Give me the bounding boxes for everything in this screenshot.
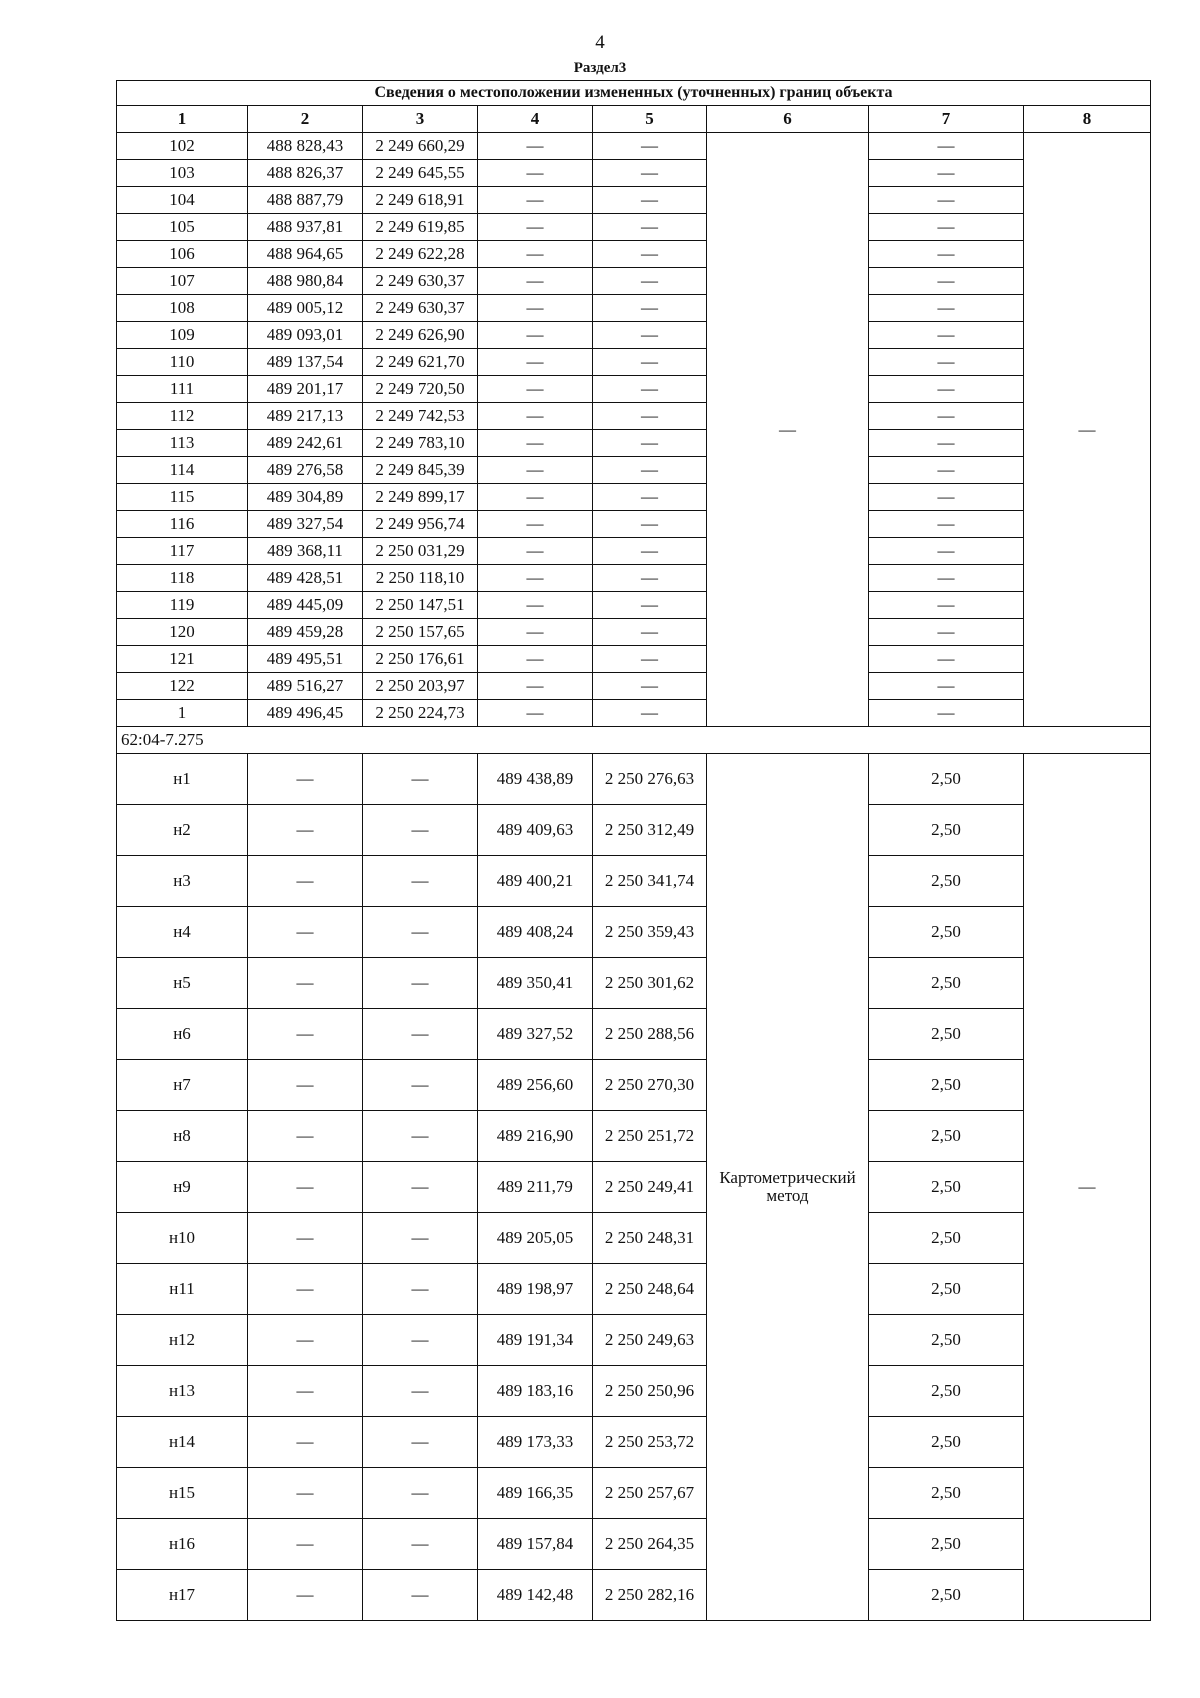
table-row (117, 484, 1151, 511)
new-x-cell: — (478, 322, 593, 349)
new-x-cell: 489 216,90 (478, 1111, 593, 1162)
point-name-cell: н1 (117, 754, 248, 805)
point-name-cell: 109 (117, 322, 248, 349)
old-x-cell: 489 496,45 (248, 700, 363, 727)
accuracy-cell: 2,50 (869, 1111, 1024, 1162)
table-row (117, 268, 1151, 295)
accuracy-cell: — (869, 457, 1024, 484)
table-row (117, 1264, 1151, 1315)
parcel-label: 62:04-7.275 (117, 727, 1151, 754)
column-number: 4 (478, 106, 593, 133)
new-x-cell: — (478, 619, 593, 646)
point-name-cell: 120 (117, 619, 248, 646)
old-y-cell: 2 249 626,90 (363, 322, 478, 349)
new-y-cell: — (593, 511, 707, 538)
accuracy-cell: 2,50 (869, 1468, 1024, 1519)
description-cell: — (1024, 133, 1151, 727)
new-y-cell: — (593, 565, 707, 592)
table-row (117, 457, 1151, 484)
table-row (117, 322, 1151, 349)
point-name-cell: 113 (117, 430, 248, 457)
table-row (117, 349, 1151, 376)
old-y-cell: 2 249 645,55 (363, 160, 478, 187)
point-name-cell: 119 (117, 592, 248, 619)
old-y-cell: — (363, 805, 478, 856)
accuracy-cell: 2,50 (869, 1060, 1024, 1111)
table-row (117, 214, 1151, 241)
point-name-cell: 110 (117, 349, 248, 376)
old-x-cell: 489 137,54 (248, 349, 363, 376)
point-name-cell: н10 (117, 1213, 248, 1264)
description-cell: — (1024, 754, 1151, 1621)
old-y-cell: — (363, 1570, 478, 1621)
new-x-cell: — (478, 592, 593, 619)
new-y-cell: 2 250 248,64 (593, 1264, 707, 1315)
old-x-cell: 489 217,13 (248, 403, 363, 430)
old-y-cell: — (363, 1009, 478, 1060)
new-x-cell: — (478, 376, 593, 403)
old-y-cell: 2 249 845,39 (363, 457, 478, 484)
new-x-cell: 489 157,84 (478, 1519, 593, 1570)
table-row (117, 958, 1151, 1009)
accuracy-cell: 2,50 (869, 1009, 1024, 1060)
accuracy-cell: — (869, 403, 1024, 430)
point-name-cell: н17 (117, 1570, 248, 1621)
accuracy-cell: — (869, 592, 1024, 619)
old-x-cell: 488 826,37 (248, 160, 363, 187)
point-name-cell: 112 (117, 403, 248, 430)
point-name-cell: н4 (117, 907, 248, 958)
old-x-cell: — (248, 754, 363, 805)
accuracy-cell: 2,50 (869, 1162, 1024, 1213)
new-y-cell: 2 250 359,43 (593, 907, 707, 958)
table-row (117, 1570, 1151, 1621)
new-x-cell: 489 183,16 (478, 1366, 593, 1417)
old-x-cell: — (248, 1468, 363, 1519)
new-x-cell: 489 166,35 (478, 1468, 593, 1519)
old-y-cell: 2 249 630,37 (363, 295, 478, 322)
old-x-cell: 488 980,84 (248, 268, 363, 295)
new-y-cell: 2 250 288,56 (593, 1009, 707, 1060)
accuracy-cell: — (869, 241, 1024, 268)
accuracy-cell: — (869, 187, 1024, 214)
old-y-cell: — (363, 1264, 478, 1315)
new-x-cell: — (478, 268, 593, 295)
new-x-cell: — (478, 187, 593, 214)
new-x-cell: 489 211,79 (478, 1162, 593, 1213)
new-y-cell: 2 250 251,72 (593, 1111, 707, 1162)
new-y-cell: — (593, 133, 707, 160)
table-row (117, 673, 1151, 700)
accuracy-cell: 2,50 (869, 1264, 1024, 1315)
new-x-cell: — (478, 646, 593, 673)
new-x-cell: 489 327,52 (478, 1009, 593, 1060)
old-x-cell: — (248, 1570, 363, 1621)
table-row (117, 592, 1151, 619)
old-y-cell: — (363, 1417, 478, 1468)
table-row (117, 241, 1151, 268)
point-name-cell: н3 (117, 856, 248, 907)
old-x-cell: 489 276,58 (248, 457, 363, 484)
accuracy-cell: — (869, 430, 1024, 457)
old-y-cell: 2 249 618,91 (363, 187, 478, 214)
old-x-cell: — (248, 1315, 363, 1366)
old-x-cell: — (248, 1162, 363, 1213)
accuracy-cell: — (869, 619, 1024, 646)
new-y-cell: — (593, 322, 707, 349)
point-name-cell: 111 (117, 376, 248, 403)
old-x-cell: — (248, 1519, 363, 1570)
table-row (117, 700, 1151, 727)
new-x-cell: — (478, 160, 593, 187)
new-y-cell: — (593, 241, 707, 268)
point-name-cell: н2 (117, 805, 248, 856)
accuracy-cell: — (869, 160, 1024, 187)
table-row (117, 1315, 1151, 1366)
old-x-cell: 489 304,89 (248, 484, 363, 511)
old-x-cell: 489 093,01 (248, 322, 363, 349)
point-name-cell: н11 (117, 1264, 248, 1315)
new-y-cell: 2 250 257,67 (593, 1468, 707, 1519)
new-y-cell: — (593, 295, 707, 322)
accuracy-cell: — (869, 538, 1024, 565)
old-y-cell: 2 249 619,85 (363, 214, 478, 241)
old-y-cell: 2 249 660,29 (363, 133, 478, 160)
new-y-cell: 2 250 249,41 (593, 1162, 707, 1213)
table-row (117, 805, 1151, 856)
new-x-cell: — (478, 700, 593, 727)
point-name-cell: н12 (117, 1315, 248, 1366)
accuracy-cell: — (869, 214, 1024, 241)
table-row (117, 538, 1151, 565)
old-x-cell: — (248, 805, 363, 856)
accuracy-cell: — (869, 700, 1024, 727)
table-row (117, 403, 1151, 430)
new-x-cell: 489 142,48 (478, 1570, 593, 1621)
point-name-cell: 104 (117, 187, 248, 214)
new-y-cell: — (593, 457, 707, 484)
method-cell: — (707, 133, 869, 727)
table-row (117, 1417, 1151, 1468)
accuracy-cell: 2,50 (869, 1315, 1024, 1366)
accuracy-cell: — (869, 295, 1024, 322)
old-x-cell: — (248, 1213, 363, 1264)
column-numbers-row (117, 106, 1151, 133)
old-y-cell: 2 249 622,28 (363, 241, 478, 268)
accuracy-cell: 2,50 (869, 1417, 1024, 1468)
table-row (117, 1213, 1151, 1264)
new-y-cell: — (593, 187, 707, 214)
accuracy-cell: — (869, 484, 1024, 511)
old-y-cell: 2 249 899,17 (363, 484, 478, 511)
new-x-cell: — (478, 430, 593, 457)
new-x-cell: 489 256,60 (478, 1060, 593, 1111)
point-name-cell: 1 (117, 700, 248, 727)
old-x-cell: 489 459,28 (248, 619, 363, 646)
new-x-cell: 489 191,34 (478, 1315, 593, 1366)
table-row (117, 1111, 1151, 1162)
point-name-cell: н6 (117, 1009, 248, 1060)
new-y-cell: — (593, 673, 707, 700)
new-x-cell: — (478, 457, 593, 484)
old-y-cell: 2 249 956,74 (363, 511, 478, 538)
table-row (117, 1162, 1151, 1213)
old-y-cell: 2 249 742,53 (363, 403, 478, 430)
accuracy-cell: — (869, 268, 1024, 295)
new-x-cell: — (478, 538, 593, 565)
point-name-cell: 118 (117, 565, 248, 592)
point-name-cell: 121 (117, 646, 248, 673)
new-y-cell: 2 250 249,63 (593, 1315, 707, 1366)
column-number: 7 (869, 106, 1024, 133)
old-x-cell: — (248, 1009, 363, 1060)
old-x-cell: 489 005,12 (248, 295, 363, 322)
old-x-cell: 488 887,79 (248, 187, 363, 214)
point-name-cell: н8 (117, 1111, 248, 1162)
new-y-cell: — (593, 214, 707, 241)
old-x-cell: — (248, 1060, 363, 1111)
old-x-cell: — (248, 1264, 363, 1315)
accuracy-cell: 2,50 (869, 907, 1024, 958)
point-name-cell: 106 (117, 241, 248, 268)
accuracy-cell: — (869, 322, 1024, 349)
old-y-cell: 2 250 176,61 (363, 646, 478, 673)
new-y-cell: — (593, 646, 707, 673)
table-row (117, 754, 1151, 805)
column-number: 1 (117, 106, 248, 133)
old-y-cell: 2 249 630,37 (363, 268, 478, 295)
new-x-cell: 489 438,89 (478, 754, 593, 805)
accuracy-cell: — (869, 349, 1024, 376)
old-y-cell: — (363, 1366, 478, 1417)
new-x-cell: — (478, 214, 593, 241)
point-name-cell: 108 (117, 295, 248, 322)
old-y-cell: 2 250 203,97 (363, 673, 478, 700)
new-x-cell: 489 205,05 (478, 1213, 593, 1264)
table-row (117, 295, 1151, 322)
accuracy-cell: 2,50 (869, 958, 1024, 1009)
new-y-cell: 2 250 248,31 (593, 1213, 707, 1264)
column-number: 6 (707, 106, 869, 133)
old-x-cell: — (248, 907, 363, 958)
new-x-cell: 489 409,63 (478, 805, 593, 856)
table-row (117, 1009, 1151, 1060)
old-y-cell: — (363, 856, 478, 907)
point-name-cell: н7 (117, 1060, 248, 1111)
old-x-cell: 489 445,09 (248, 592, 363, 619)
point-name-cell: 116 (117, 511, 248, 538)
table-row (117, 619, 1151, 646)
point-name-cell: н13 (117, 1366, 248, 1417)
new-x-cell: 489 400,21 (478, 856, 593, 907)
table-row (117, 565, 1151, 592)
old-x-cell: 489 516,27 (248, 673, 363, 700)
old-x-cell: — (248, 1111, 363, 1162)
old-x-cell: — (248, 1417, 363, 1468)
new-y-cell: 2 250 341,74 (593, 856, 707, 907)
point-name-cell: н15 (117, 1468, 248, 1519)
new-y-cell: — (593, 538, 707, 565)
point-name-cell: н14 (117, 1417, 248, 1468)
accuracy-cell: 2,50 (869, 805, 1024, 856)
coordinates-table (116, 80, 1151, 1621)
old-x-cell: — (248, 856, 363, 907)
new-x-cell: — (478, 349, 593, 376)
table-row (117, 1519, 1151, 1570)
old-x-cell: — (248, 1366, 363, 1417)
old-x-cell: 488 937,81 (248, 214, 363, 241)
method-cell: Картометрический метод (707, 754, 869, 1621)
table-row (117, 376, 1151, 403)
table-row (117, 646, 1151, 673)
point-name-cell: 122 (117, 673, 248, 700)
table-row (117, 1060, 1151, 1111)
accuracy-cell: — (869, 673, 1024, 700)
table-row (117, 187, 1151, 214)
new-y-cell: 2 250 312,49 (593, 805, 707, 856)
table-caption: Сведения о местоположении измененных (уточненных) границ объекта (117, 81, 1151, 106)
parcel-label-row (117, 727, 1151, 754)
old-y-cell: — (363, 1213, 478, 1264)
new-y-cell: 2 250 253,72 (593, 1417, 707, 1468)
table-row (117, 856, 1151, 907)
new-y-cell: 2 250 250,96 (593, 1366, 707, 1417)
section-title: Раздел3 (573, 60, 627, 76)
accuracy-cell: — (869, 565, 1024, 592)
point-name-cell: н5 (117, 958, 248, 1009)
old-x-cell: 489 495,51 (248, 646, 363, 673)
new-y-cell: — (593, 430, 707, 457)
point-name-cell: н16 (117, 1519, 248, 1570)
accuracy-cell: — (869, 511, 1024, 538)
point-name-cell: 117 (117, 538, 248, 565)
new-y-cell: 2 250 282,16 (593, 1570, 707, 1621)
old-y-cell: 2 249 720,50 (363, 376, 478, 403)
accuracy-cell: 2,50 (869, 1519, 1024, 1570)
old-x-cell: 489 428,51 (248, 565, 363, 592)
point-name-cell: 114 (117, 457, 248, 484)
table-row (117, 907, 1151, 958)
old-y-cell: 2 250 224,73 (363, 700, 478, 727)
column-number: 3 (363, 106, 478, 133)
old-x-cell: 489 242,61 (248, 430, 363, 457)
table-row (117, 430, 1151, 457)
column-number: 5 (593, 106, 707, 133)
new-x-cell: 489 198,97 (478, 1264, 593, 1315)
new-y-cell: 2 250 264,35 (593, 1519, 707, 1570)
point-name-cell: 107 (117, 268, 248, 295)
point-name-cell: 105 (117, 214, 248, 241)
new-y-cell: — (593, 376, 707, 403)
table-row (117, 160, 1151, 187)
new-x-cell: 489 350,41 (478, 958, 593, 1009)
new-y-cell: — (593, 403, 707, 430)
new-y-cell: 2 250 276,63 (593, 754, 707, 805)
old-x-cell: 488 828,43 (248, 133, 363, 160)
old-y-cell: — (363, 907, 478, 958)
new-y-cell: — (593, 349, 707, 376)
new-x-cell: 489 408,24 (478, 907, 593, 958)
new-x-cell: — (478, 484, 593, 511)
accuracy-cell: 2,50 (869, 1366, 1024, 1417)
accuracy-cell: — (869, 646, 1024, 673)
table-row (117, 1366, 1151, 1417)
new-x-cell: — (478, 565, 593, 592)
table-row (117, 133, 1151, 160)
old-y-cell: — (363, 754, 478, 805)
new-y-cell: 2 250 301,62 (593, 958, 707, 1009)
new-x-cell: — (478, 295, 593, 322)
accuracy-cell: 2,50 (869, 1213, 1024, 1264)
column-number: 8 (1024, 106, 1151, 133)
new-y-cell: — (593, 592, 707, 619)
old-y-cell: — (363, 1315, 478, 1366)
new-x-cell: — (478, 673, 593, 700)
old-y-cell: 2 249 783,10 (363, 430, 478, 457)
accuracy-cell: 2,50 (869, 856, 1024, 907)
old-y-cell: — (363, 1468, 478, 1519)
old-y-cell: 2 250 118,10 (363, 565, 478, 592)
new-x-cell: — (478, 511, 593, 538)
old-x-cell: 489 201,17 (248, 376, 363, 403)
point-name-cell: 103 (117, 160, 248, 187)
old-x-cell: 488 964,65 (248, 241, 363, 268)
table-row (117, 1468, 1151, 1519)
accuracy-cell: — (869, 133, 1024, 160)
table-row (117, 511, 1151, 538)
old-y-cell: — (363, 958, 478, 1009)
accuracy-cell: 2,50 (869, 754, 1024, 805)
point-name-cell: 115 (117, 484, 248, 511)
old-y-cell: 2 250 157,65 (363, 619, 478, 646)
accuracy-cell: 2,50 (869, 1570, 1024, 1621)
old-y-cell: — (363, 1111, 478, 1162)
new-x-cell: — (478, 133, 593, 160)
old-y-cell: — (363, 1162, 478, 1213)
new-y-cell: — (593, 268, 707, 295)
new-y-cell: — (593, 160, 707, 187)
new-y-cell: — (593, 484, 707, 511)
old-x-cell: 489 327,54 (248, 511, 363, 538)
old-y-cell: 2 250 147,51 (363, 592, 478, 619)
new-y-cell: — (593, 700, 707, 727)
new-y-cell: — (593, 619, 707, 646)
old-y-cell: 2 250 031,29 (363, 538, 478, 565)
old-x-cell: 489 368,11 (248, 538, 363, 565)
new-y-cell: 2 250 270,30 (593, 1060, 707, 1111)
new-x-cell: — (478, 241, 593, 268)
point-name-cell: н9 (117, 1162, 248, 1213)
old-x-cell: — (248, 958, 363, 1009)
new-x-cell: — (478, 403, 593, 430)
old-y-cell: — (363, 1060, 478, 1111)
old-y-cell: — (363, 1519, 478, 1570)
point-name-cell: 102 (117, 133, 248, 160)
new-x-cell: 489 173,33 (478, 1417, 593, 1468)
old-y-cell: 2 249 621,70 (363, 349, 478, 376)
page-number: 4 (595, 32, 605, 53)
column-number: 2 (248, 106, 363, 133)
accuracy-cell: — (869, 376, 1024, 403)
